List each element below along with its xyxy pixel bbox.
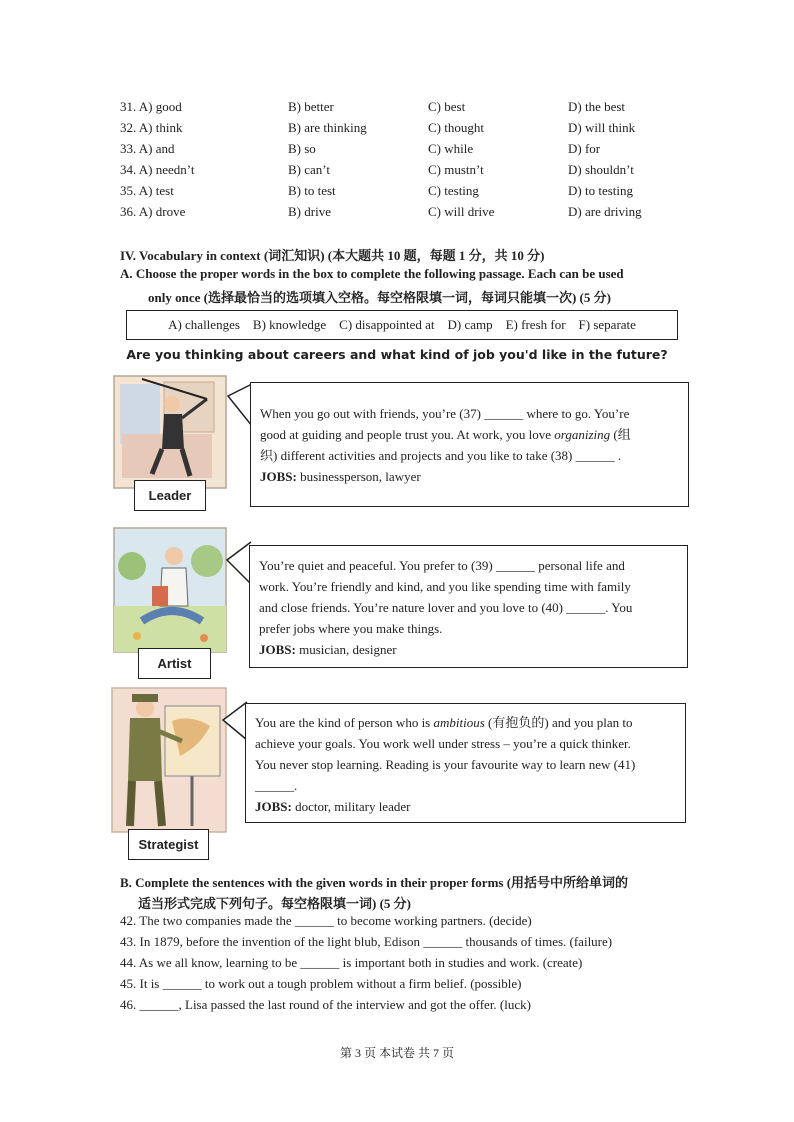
artist-jobs [259,639,678,660]
artist-illustration [112,526,230,656]
option-c: C) mustn’t [428,162,484,177]
option-b: B) can’t [288,162,330,177]
question-46: 46. ______, Lisa passed the last round of the interview and got the offer. (luck) [120,997,531,1012]
leader-line [260,424,679,445]
jobs-label: JOBS: [259,642,296,657]
option-c: C) while [428,141,474,156]
option-c: C) thought [428,120,484,135]
option-row [120,183,680,203]
strategist-text: (有抱负的) and you plan to [484,715,633,730]
jobs-list: businessperson, lawyer [296,469,421,484]
strategist-image [110,686,230,836]
leader-line: 织) different activities and projects and you like to take (38) ______ . [260,448,622,463]
jobs-list: doctor, military leader [291,799,411,814]
leader-label: Leader [134,480,206,511]
artist-text-box [249,545,688,668]
option-d: D) are driving [568,204,642,219]
option-a: 34. A) needn’t [120,162,195,177]
question-44: 44. As we all know, learning to be ______ is important both in studies and work. (create) [120,955,583,970]
option-row [120,204,680,224]
option-b: B) so [288,141,316,156]
part-b-instruction-cont: 适当形式完成下列句子。每空格限填一词) (5 分) [138,896,411,911]
part-a-instruction-cont: only once (选择最恰当的选项填入空格。每空格限填一词，每词只能填一次) (5 分) [148,290,611,305]
part-b-instruction: B. Complete the sentences with the given words in their proper forms (用括号中所给单词的 [120,875,629,890]
option-row [120,120,680,140]
question-42: 42. The two companies made the ______ to become working partners. (decide) [120,913,532,928]
strategist-line [255,712,676,733]
strategist-line: You never stop learning. Reading is your favourite way to learn new (41) [255,757,636,772]
leader-line: When you go out with friends, you’re (37) ______ where to go. You’re [260,406,630,421]
option-row [120,99,680,119]
question-45: 45. It is ______ to work out a tough problem without a firm belief. (possible) [120,976,522,991]
page-footer: 第 3 页 本试卷 共 7 页 [339,1046,454,1060]
option-a: 35. A) test [120,183,174,198]
strategist-line: ______. [255,778,298,793]
section-title: IV. Vocabulary in context (词汇知识) (本大题共 10 题，每题 1 分，共 10 分) [120,248,545,263]
option-c: C) testing [428,183,479,198]
option-b: B) better [288,99,334,114]
strategist-label: Strategist [128,829,209,860]
option-d: D) to testing [568,183,633,198]
strategist-italic: ambitious [433,715,485,730]
leader-jobs [260,466,679,487]
option-b: B) to test [288,183,336,198]
artist-line: work. You’re friendly and kind, and you like spending time with family [259,579,631,594]
option-d: D) the best [568,99,626,114]
word-box-text: A) challenges B) knowledge C) disappointed at D) camp E) fresh for F) separate [168,317,636,332]
leader-text: (组 [610,427,631,442]
option-c: C) best [428,99,466,114]
option-a: 32. A) think [120,120,183,135]
leader-image [112,374,230,492]
jobs-label: JOBS: [260,469,297,484]
leader-text-box [250,382,689,507]
leader-italic: organizing [554,427,611,442]
option-a: 33. A) and [120,141,175,156]
option-c: C) will drive [428,204,495,219]
option-a: 31. A) good [120,99,182,114]
word-box [126,310,678,340]
option-b: B) are thinking [288,120,367,135]
jobs-label: JOBS: [255,799,292,814]
artist-label: Artist [138,648,211,679]
artist-line: prefer jobs where you make things. [259,621,443,636]
artist-line: You’re quiet and peaceful. You prefer to (39) ______ personal life and [259,558,625,573]
jobs-list: musician, designer [295,642,397,657]
part-a-instruction: A. Choose the proper words in the box to complete the following passage. Each can be used [120,266,624,281]
artist-line: and close friends. You’re nature lover and you love to (40) ______. You [259,600,633,615]
option-d: D) will think [568,120,636,135]
passage-subtitle: Are you thinking about careers and what kind of job you'd like in the future? [126,347,668,362]
question-43: 43. In 1879, before the invention of the light blub, Edison ______ thousands of times. (failure) [120,934,613,949]
option-row [120,141,680,161]
leader-text: good at guiding and people trust you. At work, you love [260,427,555,442]
option-d: D) for [568,141,601,156]
option-d: D) shouldn’t [568,162,634,177]
artist-image [112,526,230,656]
strategist-jobs [255,796,676,817]
leader-illustration [112,374,230,492]
strategist-text-box [245,703,686,823]
strategist-illustration [110,686,230,836]
strategist-text: You are the kind of person who is [255,715,434,730]
option-b: B) drive [288,204,331,219]
option-row [120,162,680,182]
option-a: 36. A) drove [120,204,186,219]
strategist-line: achieve your goals. You work well under stress – you’re a quick thinker. [255,736,631,751]
